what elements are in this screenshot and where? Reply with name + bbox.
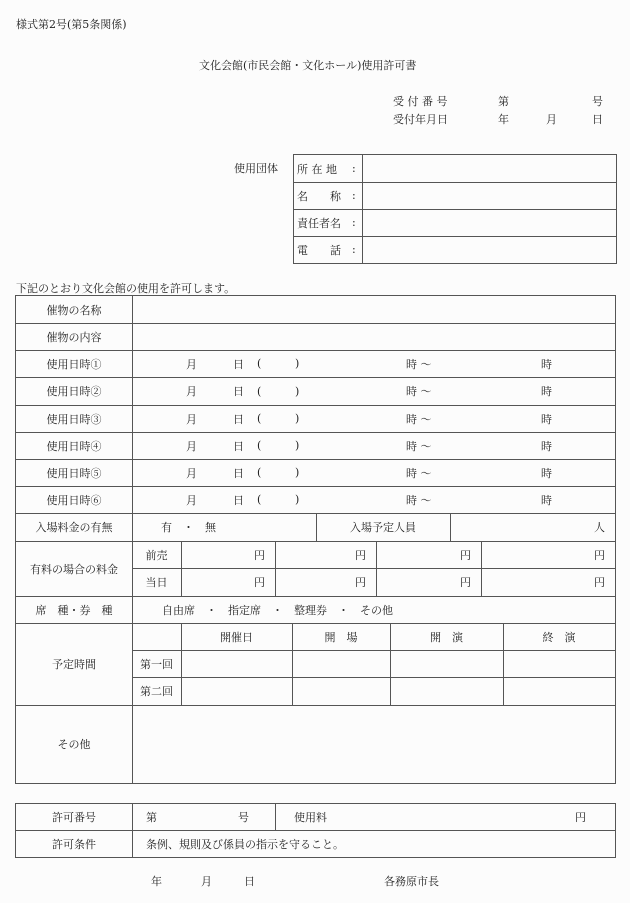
usage-from-hour: 時 ～: [406, 466, 432, 480]
permit-conditions-label: 許可条件: [52, 837, 96, 851]
schedule-header-end: 終 演: [542, 630, 576, 644]
usage-weekday-open: (: [257, 439, 262, 452]
usage-to-hour: 時: [541, 357, 552, 371]
usage-weekday-open: (: [257, 412, 262, 425]
schedule-second-date-input[interactable]: [183, 678, 291, 704]
fee-advance-input[interactable]: 円: [594, 548, 605, 562]
schedule-second-doors-input[interactable]: [294, 678, 389, 704]
expected-attendance-label: 入場予定人員: [350, 521, 416, 534]
usage-month-unit: 月: [186, 493, 197, 507]
reception-number-input[interactable]: [514, 90, 590, 108]
reception-number-prefix: 第: [498, 95, 509, 108]
reception-number-label: 受 付 番 号: [393, 95, 448, 108]
event-name-input[interactable]: [134, 297, 614, 322]
usage-day-unit: 日: [233, 439, 244, 453]
usage-date-label: 使用日時③: [46, 412, 102, 426]
usage-to-hour: 時: [541, 493, 552, 507]
usage-weekday-close: ): [295, 466, 300, 479]
schedule-header-date: 開催日: [220, 630, 253, 644]
org-representative-label: 責任者名: [297, 216, 341, 230]
event-content-label: 催物の内容: [46, 330, 102, 344]
org-representative-input[interactable]: [364, 210, 614, 235]
usage-day-unit: 日: [233, 466, 244, 480]
permit-number-prefix: 第: [146, 811, 157, 824]
usage-month-unit: 月: [186, 466, 197, 480]
usage-weekday-close: ): [295, 493, 300, 506]
fee-advance-input[interactable]: 円: [460, 548, 471, 562]
org-phone-input[interactable]: [364, 237, 614, 262]
fees-day-of-label: 当日: [145, 576, 168, 589]
usage-from-hour: 時 ～: [406, 439, 432, 453]
fee-advance-input[interactable]: 円: [254, 548, 265, 562]
org-name-label: 名 称: [297, 189, 341, 203]
schedule-row-second-label: 第二回: [140, 685, 173, 698]
usage-to-hour: 時: [541, 466, 552, 480]
other-label: その他: [57, 738, 91, 751]
usage-day-unit: 日: [233, 412, 244, 426]
usage-from-hour: 時 ～: [406, 357, 432, 371]
reception-year-unit: 年: [498, 113, 509, 126]
event-name-label: 催物の名称: [46, 303, 102, 317]
usage-weekday-open: (: [257, 384, 262, 398]
usage-month-unit: 月: [186, 412, 197, 426]
permit-conditions-text: 条例、規則及び係員の指示を守ること。: [146, 837, 344, 851]
org-address-input[interactable]: [364, 156, 614, 181]
usage-fee-unit[interactable]: 円: [575, 811, 586, 824]
usage-date-label: 使用日時⑥: [46, 493, 102, 507]
form-number: 様式第2号(第5条関係): [16, 18, 127, 31]
org-phone-colon: :: [352, 243, 356, 256]
usage-weekday-open: (: [257, 357, 262, 370]
org-address-colon: :: [352, 162, 356, 175]
admission-fee-label: 入場料金の有無: [35, 521, 113, 534]
org-representative-colon: :: [352, 216, 356, 229]
schedule-second-start-input[interactable]: [392, 678, 502, 704]
fee-day-of-input[interactable]: 円: [594, 576, 605, 589]
org-name-colon: :: [352, 189, 356, 202]
usage-weekday-close: ): [295, 384, 300, 398]
permit-number-input[interactable]: [162, 806, 232, 828]
usage-date-label: 使用日時①: [46, 357, 102, 371]
fee-day-of-input[interactable]: 円: [254, 576, 265, 589]
org-address-label: 所 在 地: [297, 162, 337, 176]
reception-day-unit: 日: [592, 113, 603, 126]
usage-day-unit: 日: [233, 357, 244, 371]
permit-number-suffix: 号: [238, 811, 249, 824]
usage-day-unit: 日: [233, 493, 244, 507]
footer-day-unit: 日: [244, 875, 255, 888]
usage-month-unit: 月: [186, 357, 197, 371]
usage-weekday-open: (: [257, 466, 262, 479]
expected-attendance-unit[interactable]: 人: [594, 521, 605, 534]
fee-day-of-input[interactable]: 円: [355, 576, 366, 589]
page-title: 文化会館(市民会館・文化ホール)使用許可書: [199, 59, 417, 72]
org-name-input[interactable]: [364, 183, 614, 208]
usage-to-hour: 時: [541, 412, 552, 426]
usage-weekday-close: ): [295, 357, 300, 370]
issuer-name: 各務原市長: [384, 875, 439, 888]
usage-month-unit: 月: [186, 385, 197, 398]
schedule-first-end-input[interactable]: [505, 651, 614, 676]
usage-date-label: 使用日時⑤: [46, 466, 102, 480]
schedule-first-date-input[interactable]: [183, 651, 291, 676]
schedule-header-start: 開 演: [430, 630, 463, 644]
organization-label: 使用団体: [234, 162, 278, 175]
permit-table: [15, 803, 616, 858]
usage-fee-label: 使用料: [294, 811, 327, 824]
usage-date-label: 使用日時②: [46, 385, 102, 398]
schedule-first-start-input[interactable]: [392, 651, 502, 676]
schedule-label: 予定時間: [52, 658, 96, 671]
schedule-first-doors-input[interactable]: [294, 651, 389, 676]
other-input[interactable]: [134, 706, 614, 782]
usage-from-hour: 時 ～: [406, 385, 432, 398]
usage-weekday-open: (: [257, 493, 262, 506]
usage-weekday-close: ): [295, 439, 300, 452]
fee-advance-input[interactable]: 円: [355, 548, 366, 562]
intro-text: 下記のとおり文化会館の使用を許可します。: [16, 282, 236, 295]
event-content-input[interactable]: [134, 324, 614, 349]
schedule-row-first-label: 第一回: [140, 657, 173, 671]
usage-from-hour: 時 ～: [406, 412, 432, 426]
organization-table: [293, 154, 617, 264]
reception-month-unit: 月: [546, 113, 557, 126]
seat-type-options[interactable]: 自由席 ・ 指定席 ・ 整理券 ・ その他: [162, 603, 393, 617]
main-table: [15, 295, 616, 784]
footer-month-unit: 月: [201, 875, 212, 888]
usage-from-hour: 時 ～: [406, 493, 432, 507]
admission-fee-options[interactable]: 有 ・ 無: [161, 521, 216, 534]
permit-number-label: 許可番号: [52, 811, 96, 824]
usage-weekday-close: ): [295, 412, 300, 425]
footer-year-unit: 年: [151, 875, 162, 888]
schedule-second-end-input[interactable]: [505, 678, 614, 704]
reception-date-label: 受付年月日: [393, 113, 448, 126]
reception-number-suffix: 号: [592, 95, 603, 108]
usage-to-hour: 時: [541, 439, 552, 453]
seat-type-label: 席 種・券 種: [35, 603, 113, 617]
org-phone-label: 電 話: [297, 243, 341, 257]
usage-to-hour: 時: [541, 385, 552, 398]
usage-day-unit: 日: [233, 385, 244, 398]
fees-label: 有料の場合の料金: [30, 562, 118, 576]
fees-advance-label: 前売: [145, 548, 168, 562]
schedule-header-doors-open: 開 場: [324, 630, 358, 644]
usage-date-label: 使用日時④: [46, 439, 102, 453]
fee-day-of-input[interactable]: 円: [460, 576, 471, 589]
usage-month-unit: 月: [186, 439, 197, 453]
